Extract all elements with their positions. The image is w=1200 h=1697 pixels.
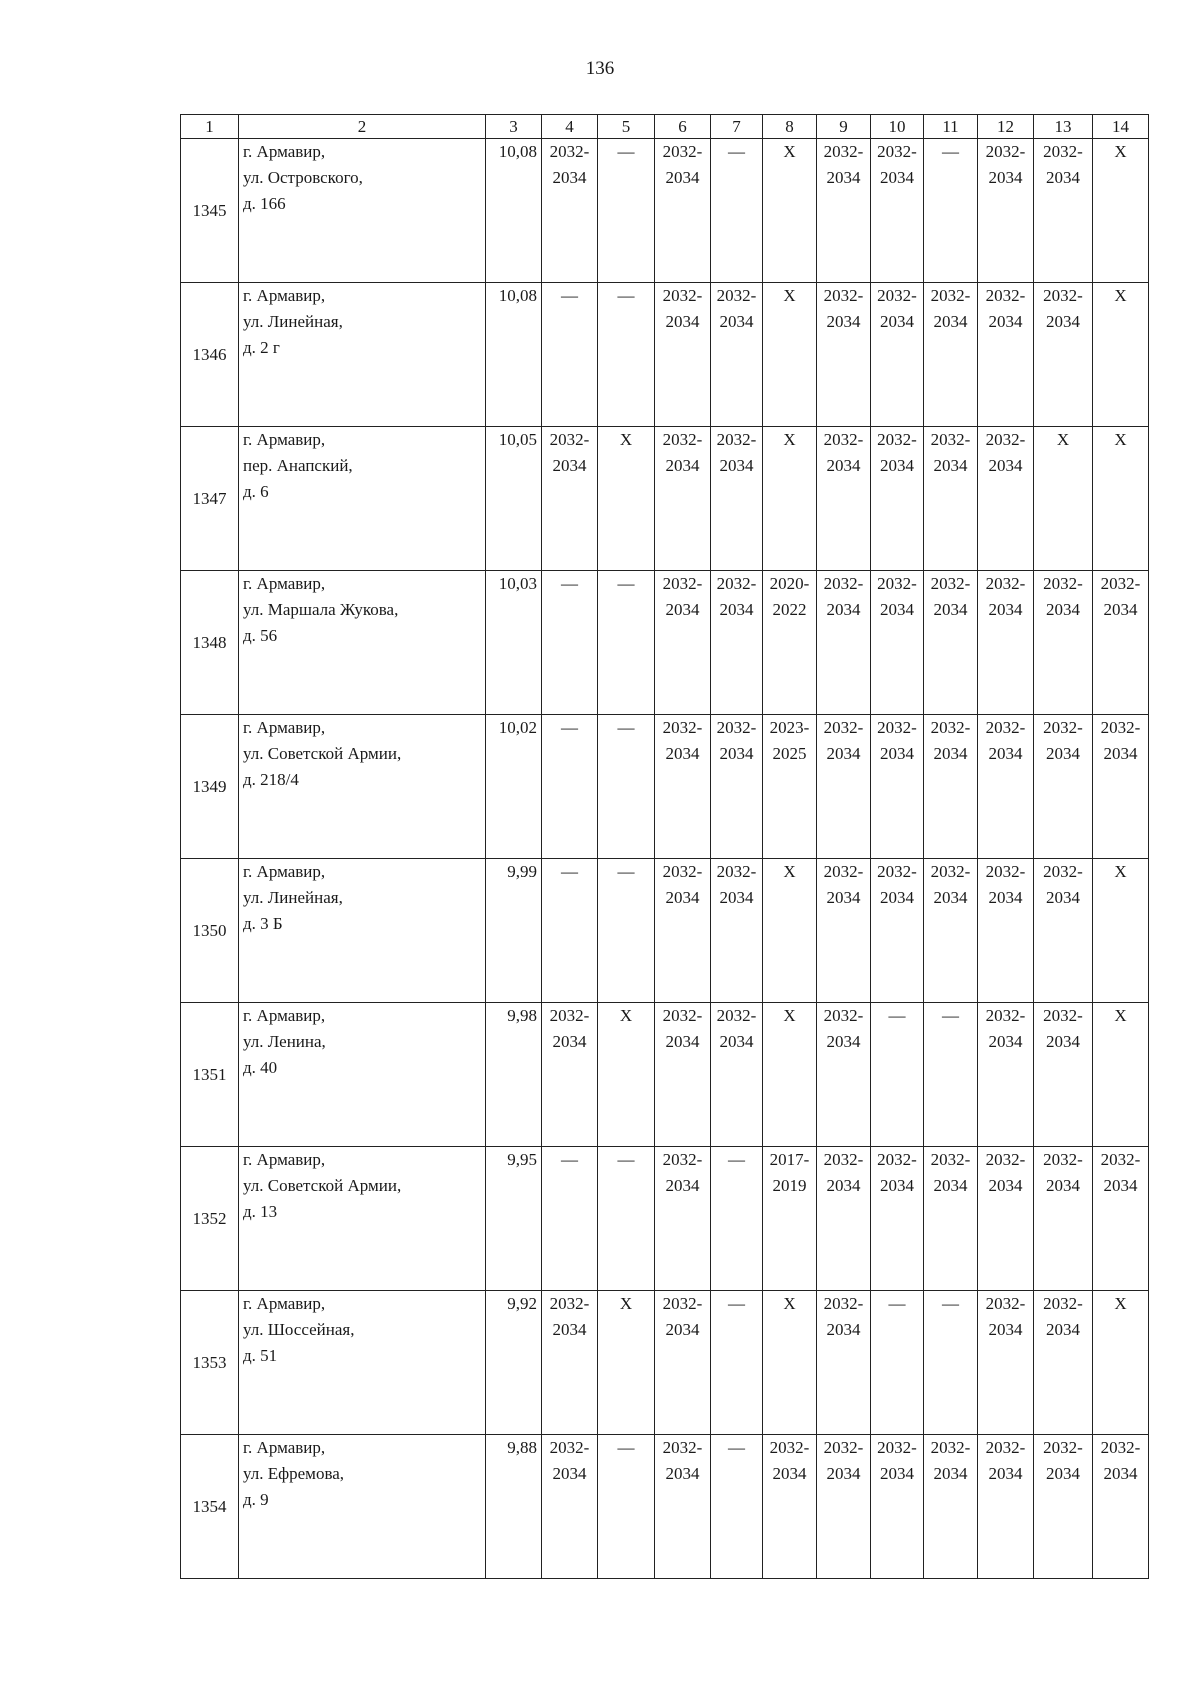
period-cell: — bbox=[598, 859, 655, 1003]
period-cell: 2032- 2034 bbox=[978, 1147, 1034, 1291]
period-cell: 2032- 2034 bbox=[871, 427, 924, 571]
period-cell: 2032- 2034 bbox=[871, 283, 924, 427]
area-cell: 10,03 bbox=[486, 571, 542, 715]
period-cell: 2032- 2034 bbox=[817, 1291, 871, 1435]
period-cell: 2032- 2034 bbox=[978, 1435, 1034, 1579]
period-cell: 2032- 2034 bbox=[655, 427, 711, 571]
period-cell: 2032- 2034 bbox=[978, 427, 1034, 571]
period-cell: 2032- 2034 bbox=[871, 571, 924, 715]
address-cell: г. Армавир, ул. Ефремова, д. 9 bbox=[239, 1435, 486, 1579]
period-cell: — bbox=[598, 283, 655, 427]
period-cell: X bbox=[1093, 1003, 1149, 1147]
table-row bbox=[181, 571, 1149, 715]
table-row bbox=[181, 715, 1149, 859]
period-cell: 2032- 2034 bbox=[924, 1147, 978, 1291]
period-cell: X bbox=[1093, 427, 1149, 571]
area-cell: 10,02 bbox=[486, 715, 542, 859]
address-cell: г. Армавир, ул. Линейная, д. 2 г bbox=[239, 283, 486, 427]
period-cell: 2032- 2034 bbox=[1034, 1435, 1093, 1579]
period-cell: — bbox=[598, 1147, 655, 1291]
period-cell: 2032- 2034 bbox=[655, 715, 711, 859]
period-cell: — bbox=[598, 1435, 655, 1579]
period-cell: X bbox=[1093, 859, 1149, 1003]
address-cell: г. Армавир, пер. Анапский, д. 6 bbox=[239, 427, 486, 571]
row-number: 1352 bbox=[181, 1147, 239, 1291]
period-cell: 2032- 2034 bbox=[655, 1147, 711, 1291]
period-cell: 2032- 2034 bbox=[542, 427, 598, 571]
period-cell: 2032- 2034 bbox=[711, 283, 763, 427]
column-header: 12 bbox=[978, 115, 1034, 139]
period-cell: 2032- 2034 bbox=[655, 1003, 711, 1147]
period-cell: 2032- 2034 bbox=[711, 427, 763, 571]
period-cell: 2032- 2034 bbox=[1034, 571, 1093, 715]
period-cell: 2032- 2034 bbox=[924, 427, 978, 571]
period-cell: 2032- 2034 bbox=[978, 1003, 1034, 1147]
area-cell: 10,08 bbox=[486, 283, 542, 427]
period-cell: 2032- 2034 bbox=[655, 283, 711, 427]
period-cell: 2032- 2034 bbox=[871, 715, 924, 859]
period-cell: — bbox=[542, 1147, 598, 1291]
period-cell: 2032- 2034 bbox=[817, 571, 871, 715]
period-cell: 2032- 2034 bbox=[655, 1291, 711, 1435]
period-cell: 2032- 2034 bbox=[871, 1435, 924, 1579]
period-cell: 2032- 2034 bbox=[817, 1147, 871, 1291]
period-cell: 2032- 2034 bbox=[817, 1435, 871, 1579]
table-body bbox=[181, 115, 1149, 1579]
period-cell: — bbox=[711, 1291, 763, 1435]
period-cell: 2017- 2019 bbox=[763, 1147, 817, 1291]
column-header: 2 bbox=[239, 115, 486, 139]
period-cell: 2032- 2034 bbox=[1093, 571, 1149, 715]
page-number: 136 bbox=[585, 58, 615, 79]
period-cell: 2032- 2034 bbox=[1034, 283, 1093, 427]
period-cell: 2032- 2034 bbox=[978, 1291, 1034, 1435]
period-cell: 2032- 2034 bbox=[1034, 1003, 1093, 1147]
period-cell: — bbox=[871, 1003, 924, 1147]
period-cell: 2032- 2034 bbox=[763, 1435, 817, 1579]
address-cell: г. Армавир, ул. Маршала Жукова, д. 56 bbox=[239, 571, 486, 715]
period-cell: X bbox=[763, 283, 817, 427]
period-cell: 2032- 2034 bbox=[542, 1003, 598, 1147]
column-header: 13 bbox=[1034, 115, 1093, 139]
address-cell: г. Армавир, ул. Островского, д. 166 bbox=[239, 139, 486, 283]
period-cell: 2032- 2034 bbox=[711, 859, 763, 1003]
period-cell: 2032- 2034 bbox=[978, 859, 1034, 1003]
period-cell: — bbox=[711, 139, 763, 283]
period-cell: 2032- 2034 bbox=[542, 1291, 598, 1435]
period-cell: X bbox=[598, 427, 655, 571]
period-cell: 2032- 2034 bbox=[817, 1003, 871, 1147]
area-cell: 10,08 bbox=[486, 139, 542, 283]
period-cell: 2032- 2034 bbox=[1034, 715, 1093, 859]
period-cell: X bbox=[1093, 1291, 1149, 1435]
row-number: 1348 bbox=[181, 571, 239, 715]
period-cell: X bbox=[1093, 283, 1149, 427]
column-header: 14 bbox=[1093, 115, 1149, 139]
column-header: 1 bbox=[181, 115, 239, 139]
period-cell: — bbox=[924, 139, 978, 283]
period-cell: X bbox=[598, 1291, 655, 1435]
table-row bbox=[181, 1291, 1149, 1435]
period-cell: 2032- 2034 bbox=[1034, 859, 1093, 1003]
period-cell: 2032- 2034 bbox=[655, 571, 711, 715]
table-row bbox=[181, 1435, 1149, 1579]
period-cell: 2032- 2034 bbox=[817, 139, 871, 283]
table-row bbox=[181, 1003, 1149, 1147]
period-cell: X bbox=[1034, 427, 1093, 571]
period-cell: 2032- 2034 bbox=[711, 1003, 763, 1147]
row-number: 1353 bbox=[181, 1291, 239, 1435]
period-cell: X bbox=[598, 1003, 655, 1147]
period-cell: 2032- 2034 bbox=[711, 571, 763, 715]
period-cell: 2032- 2034 bbox=[542, 139, 598, 283]
table-row bbox=[181, 283, 1149, 427]
period-cell: 2032- 2034 bbox=[1034, 139, 1093, 283]
period-cell: 2023- 2025 bbox=[763, 715, 817, 859]
row-number: 1349 bbox=[181, 715, 239, 859]
column-header: 8 bbox=[763, 115, 817, 139]
address-cell: г. Армавир, ул. Линейная, д. 3 Б bbox=[239, 859, 486, 1003]
column-header: 9 bbox=[817, 115, 871, 139]
period-cell: — bbox=[598, 139, 655, 283]
period-cell: 2032- 2034 bbox=[1093, 715, 1149, 859]
address-cell: г. Армавир, ул. Советской Армии, д. 13 bbox=[239, 1147, 486, 1291]
period-cell: 2032- 2034 bbox=[711, 715, 763, 859]
period-cell: 2032- 2034 bbox=[1093, 1435, 1149, 1579]
period-cell: — bbox=[542, 571, 598, 715]
period-cell: X bbox=[763, 1003, 817, 1147]
period-cell: 2032- 2034 bbox=[817, 715, 871, 859]
area-cell: 9,92 bbox=[486, 1291, 542, 1435]
row-number: 1347 bbox=[181, 427, 239, 571]
period-cell: 2032- 2034 bbox=[542, 1435, 598, 1579]
column-header: 6 bbox=[655, 115, 711, 139]
period-cell: 2032- 2034 bbox=[655, 139, 711, 283]
register-table bbox=[180, 114, 1149, 1579]
address-cell: г. Армавир, ул. Советской Армии, д. 218/4 bbox=[239, 715, 486, 859]
period-cell: 2032- 2034 bbox=[871, 1147, 924, 1291]
period-cell: — bbox=[711, 1435, 763, 1579]
period-cell: 2020- 2022 bbox=[763, 571, 817, 715]
period-cell: 2032- 2034 bbox=[924, 283, 978, 427]
period-cell: — bbox=[924, 1003, 978, 1147]
period-cell: 2032- 2034 bbox=[1093, 1147, 1149, 1291]
period-cell: 2032- 2034 bbox=[871, 859, 924, 1003]
period-cell: 2032- 2034 bbox=[924, 859, 978, 1003]
address-cell: г. Армавир, ул. Шоссейная, д. 51 bbox=[239, 1291, 486, 1435]
table-row bbox=[181, 427, 1149, 571]
row-number: 1351 bbox=[181, 1003, 239, 1147]
area-cell: 9,95 bbox=[486, 1147, 542, 1291]
period-cell: X bbox=[763, 427, 817, 571]
header-row bbox=[181, 115, 1149, 139]
column-header: 7 bbox=[711, 115, 763, 139]
period-cell: X bbox=[763, 859, 817, 1003]
row-number: 1354 bbox=[181, 1435, 239, 1579]
period-cell: 2032- 2034 bbox=[817, 427, 871, 571]
period-cell: — bbox=[871, 1291, 924, 1435]
period-cell: — bbox=[598, 571, 655, 715]
period-cell: — bbox=[542, 859, 598, 1003]
period-cell: — bbox=[711, 1147, 763, 1291]
period-cell: 2032- 2034 bbox=[924, 571, 978, 715]
period-cell: — bbox=[542, 283, 598, 427]
column-header: 10 bbox=[871, 115, 924, 139]
table-row bbox=[181, 1147, 1149, 1291]
period-cell: 2032- 2034 bbox=[978, 283, 1034, 427]
period-cell: 2032- 2034 bbox=[871, 139, 924, 283]
period-cell: 2032- 2034 bbox=[655, 859, 711, 1003]
period-cell: 2032- 2034 bbox=[817, 283, 871, 427]
period-cell: 2032- 2034 bbox=[1034, 1291, 1093, 1435]
period-cell: 2032- 2034 bbox=[924, 1435, 978, 1579]
area-cell: 9,88 bbox=[486, 1435, 542, 1579]
row-number: 1345 bbox=[181, 139, 239, 283]
period-cell: 2032- 2034 bbox=[978, 571, 1034, 715]
area-cell: 9,98 bbox=[486, 1003, 542, 1147]
period-cell: X bbox=[763, 139, 817, 283]
period-cell: — bbox=[598, 715, 655, 859]
column-header: 3 bbox=[486, 115, 542, 139]
row-number: 1350 bbox=[181, 859, 239, 1003]
table-row bbox=[181, 859, 1149, 1003]
period-cell: 2032- 2034 bbox=[655, 1435, 711, 1579]
period-cell: 2032- 2034 bbox=[1034, 1147, 1093, 1291]
period-cell: X bbox=[763, 1291, 817, 1435]
column-header: 5 bbox=[598, 115, 655, 139]
column-header: 4 bbox=[542, 115, 598, 139]
period-cell: X bbox=[1093, 139, 1149, 283]
area-cell: 10,05 bbox=[486, 427, 542, 571]
period-cell: — bbox=[542, 715, 598, 859]
column-header: 11 bbox=[924, 115, 978, 139]
period-cell: 2032- 2034 bbox=[978, 715, 1034, 859]
row-number: 1346 bbox=[181, 283, 239, 427]
area-cell: 9,99 bbox=[486, 859, 542, 1003]
period-cell: 2032- 2034 bbox=[817, 859, 871, 1003]
period-cell: 2032- 2034 bbox=[978, 139, 1034, 283]
period-cell: 2032- 2034 bbox=[924, 715, 978, 859]
address-cell: г. Армавир, ул. Ленина, д. 40 bbox=[239, 1003, 486, 1147]
table-row bbox=[181, 139, 1149, 283]
period-cell: — bbox=[924, 1291, 978, 1435]
